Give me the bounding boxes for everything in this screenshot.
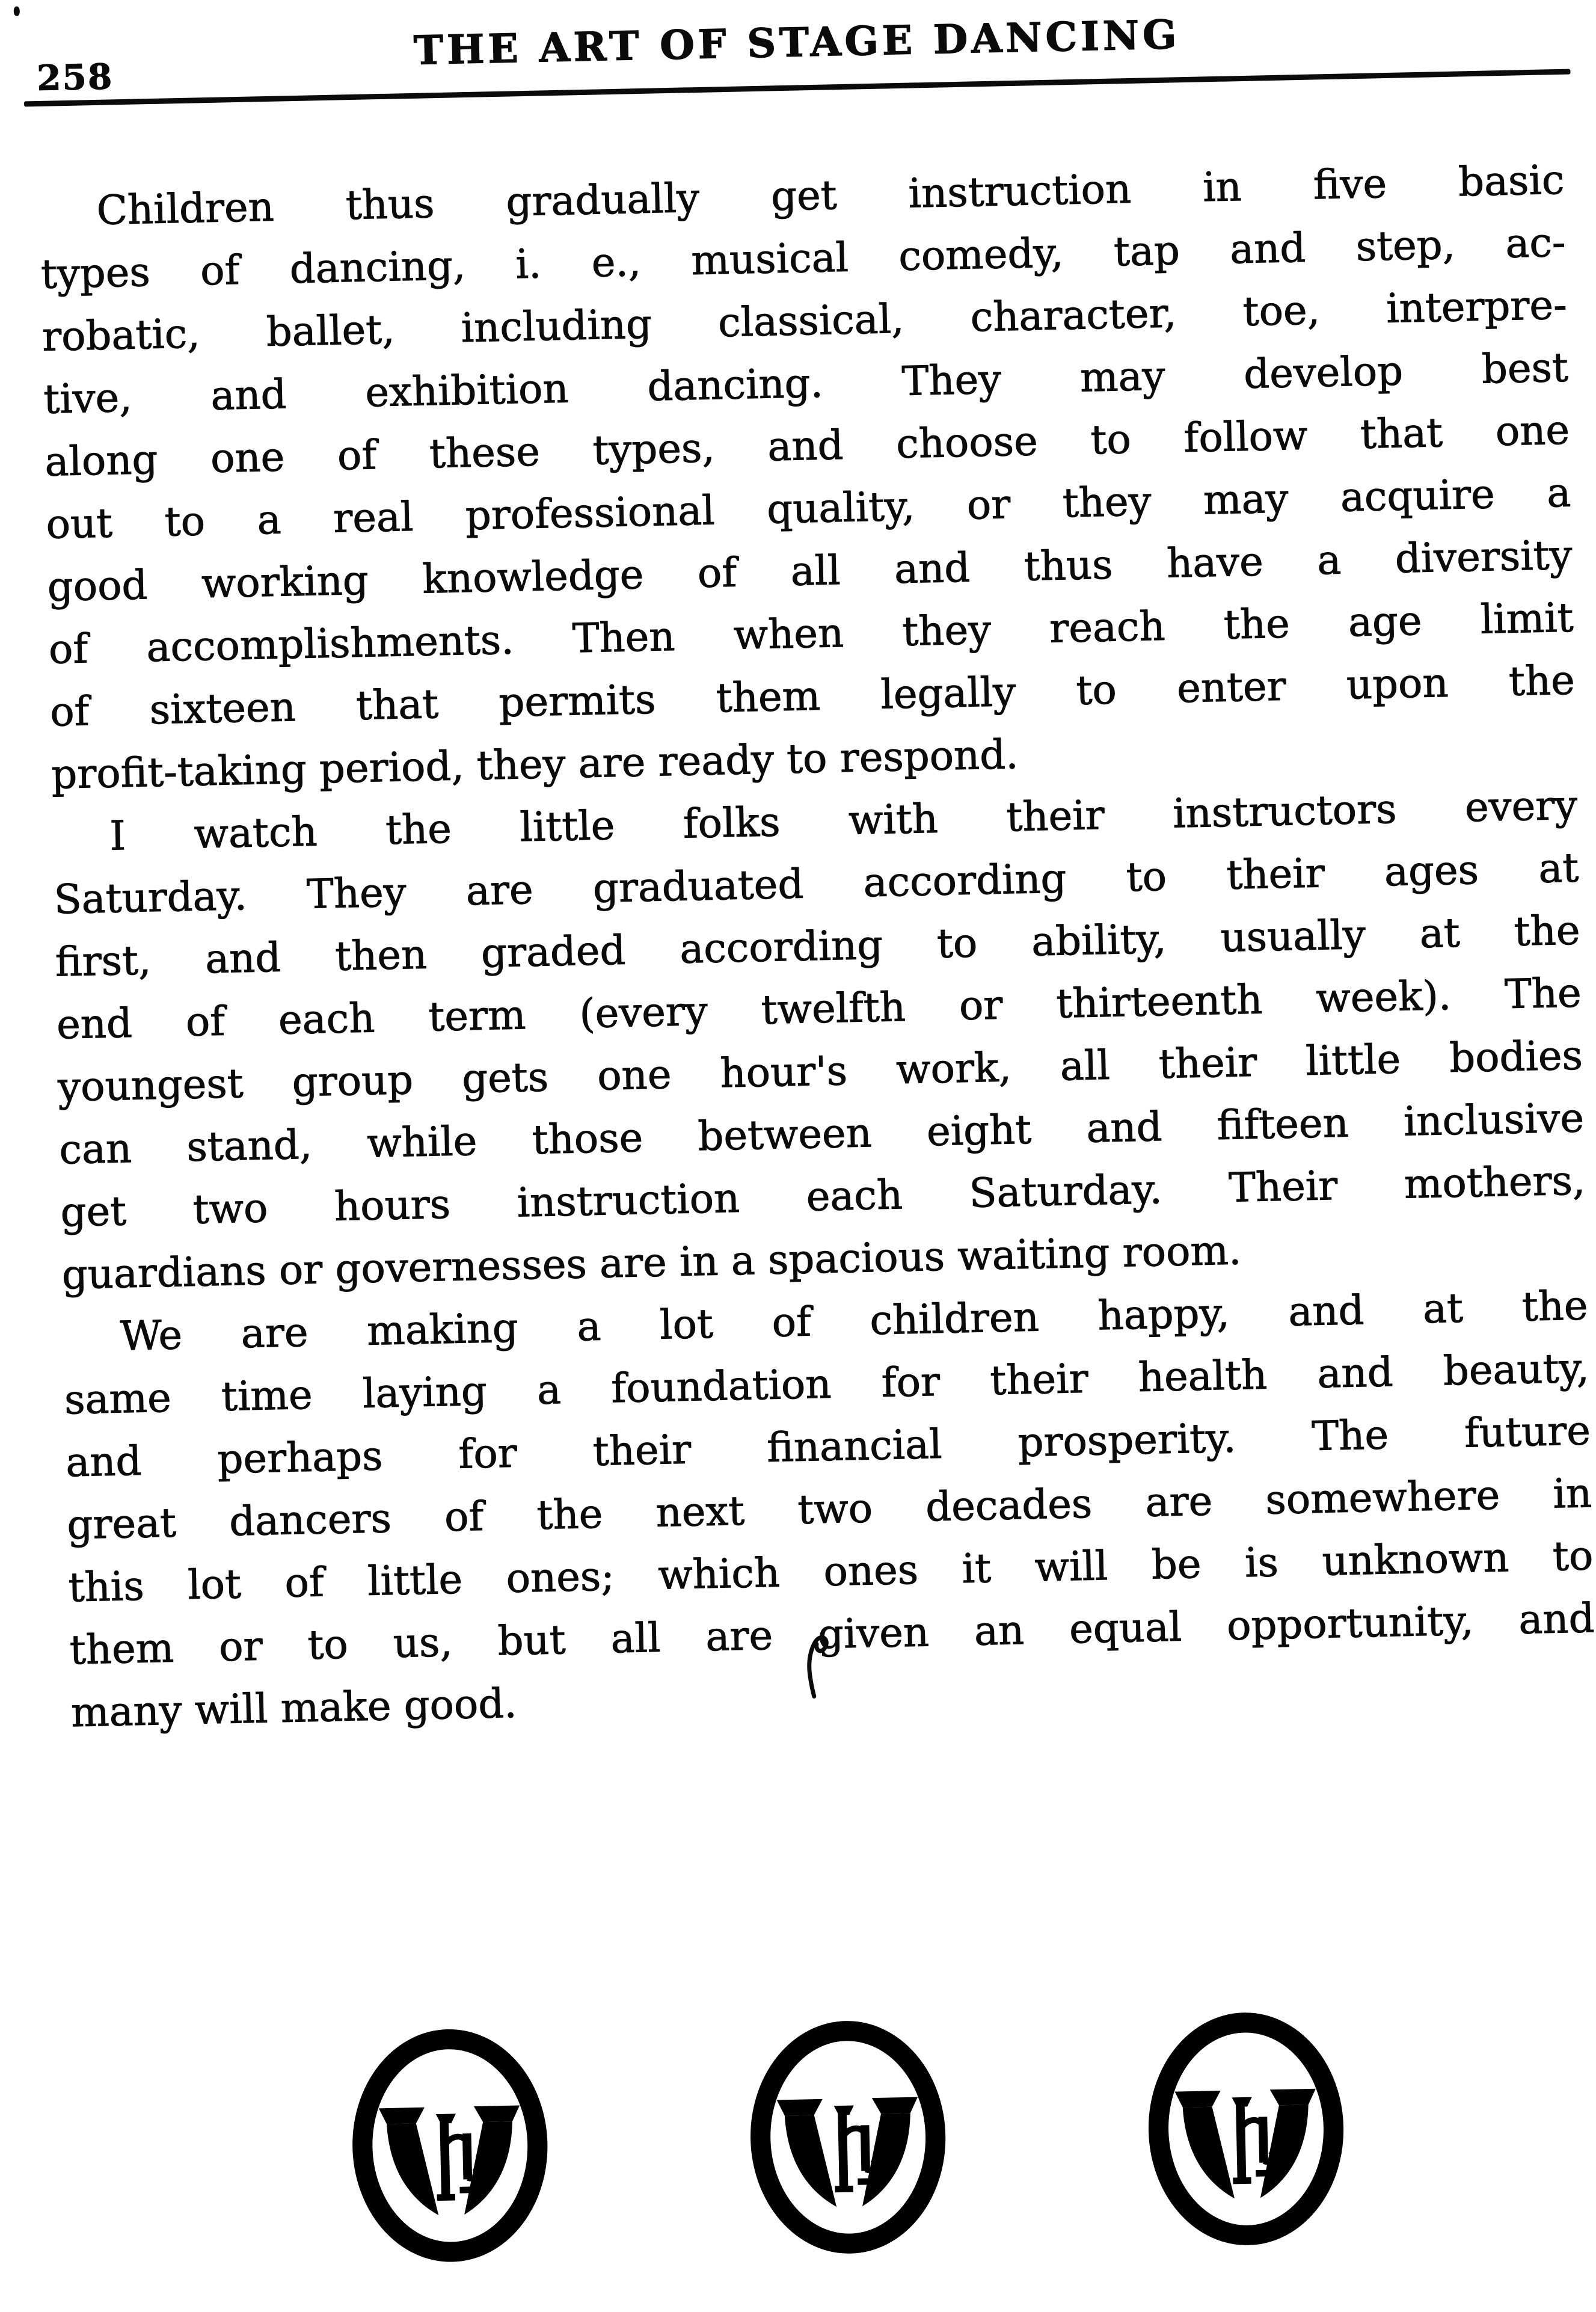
text-line: Children thus gradually get instruction in five basic [96, 156, 1565, 234]
text-line: types of dancing, i. e., musical comedy, tap and step, ac- [40, 218, 1567, 298]
circled-monogram-icon [1144, 2007, 1348, 2251]
text-line: guardians or governesses are in a spacious waiting room. [61, 1226, 1242, 1299]
text-line: same time laying a foundation for their health and beauty, [64, 1344, 1590, 1424]
paragraph [39, 149, 1577, 806]
circled-monogram-icon [348, 2024, 552, 2267]
text-line: first, and then graded according to ability, usually at the [55, 906, 1581, 986]
circled-monogram-icon [746, 2015, 950, 2259]
text-line: of sixteen that permits them legally to enter upon the [49, 656, 1576, 736]
text-line: this lot of little ones; which ones it will be is unknown to [67, 1532, 1594, 1611]
logo-row [48, 2001, 1596, 2274]
text-line: and perhaps for their financial prosperity. The future [65, 1407, 1591, 1486]
text-line: tive, and exhibition dancing. They may develop best [43, 343, 1569, 423]
text-line: can stand, while those between eight and fifteen inclusive [58, 1094, 1585, 1173]
text-line: profit-taking period, they are ready to respond. [51, 731, 1019, 798]
page-body [39, 149, 1596, 1744]
scan-speck [14, 7, 20, 16]
text-line: get two hours instruction each Saturday. Their mothers, [60, 1157, 1586, 1236]
text-line: great dancers of the next two decades are somewhere in [66, 1469, 1592, 1549]
text-line: them or to us, but all are given an equal opportunity, and [69, 1594, 1595, 1674]
ink-smudge-artifact [795, 1633, 838, 1700]
text-line: youngest group gets one hour's work, all their little bodies [57, 1031, 1583, 1111]
text-line: good working knowledge of all and thus have a diversity [47, 531, 1573, 610]
page-number: 258 [36, 56, 114, 99]
running-title: THE ART OF STAGE DANCING [413, 11, 1181, 74]
paragraph [52, 774, 1588, 1306]
text-line: end of each term (every twelfth or thirteenth week). The [56, 969, 1582, 1048]
text-line: out to a real professional quality, or they may acquire a [45, 469, 1571, 548]
text-line: of accomplishments. Then when they reach the age limit [48, 594, 1574, 673]
text-line: along one of these types, and choose to follow that one [44, 406, 1570, 485]
text-line: Saturday. They are graduated according to their ages at [53, 844, 1580, 923]
text-line: We are making a lot of children happy, and at the [120, 1282, 1589, 1360]
text-line: I watch the little folks with their instructors every [109, 781, 1578, 859]
text-line: many will make good. [70, 1679, 518, 1736]
text-line: robatic, ballet, including classical, character, toe, interpre- [41, 281, 1568, 360]
